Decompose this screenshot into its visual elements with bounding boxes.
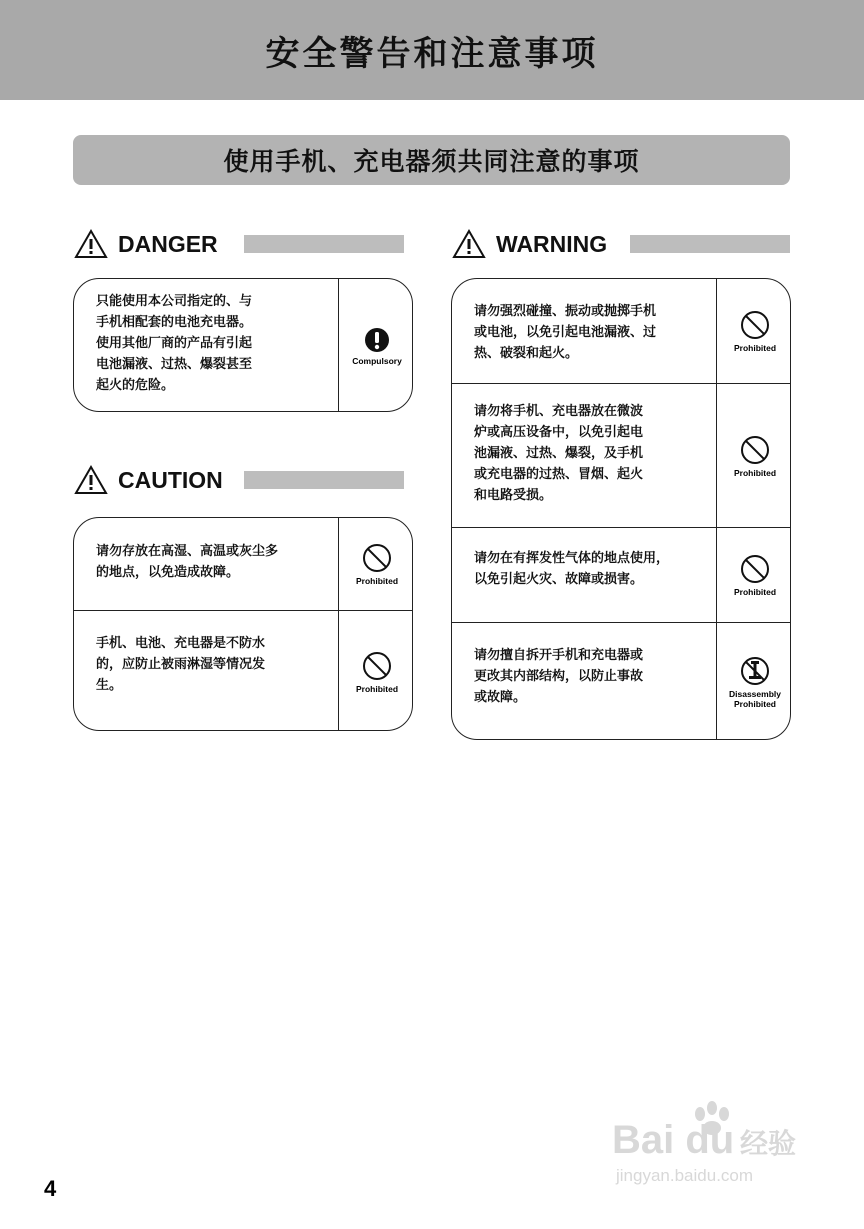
danger-card bbox=[73, 278, 413, 412]
caution-heading bbox=[74, 465, 404, 495]
caution-item-1-text: 手机、电池、充电器是不防水 的，应防止被雨淋湿等情况发 生。 bbox=[96, 636, 266, 693]
warning-item-1 bbox=[452, 383, 790, 528]
caution-item-1 bbox=[74, 610, 412, 731]
warning-triangle-icon bbox=[74, 229, 108, 259]
warning-triangle-icon bbox=[452, 229, 486, 259]
caution-item-0-icon-cell bbox=[338, 518, 413, 610]
caution-title: CAUTION bbox=[118, 466, 223, 493]
warning-item-3-icon-cell bbox=[716, 623, 791, 740]
danger-item-0-text: 只能使用本公司指定的、与 手机相配套的电池充电器。 使用其他厂商的产品有引起 电池漏液、过热、爆裂甚至 起火的危险。 bbox=[96, 294, 253, 393]
warning-item-0 bbox=[452, 279, 790, 383]
caution-title-bar bbox=[244, 471, 404, 489]
page-number: 4 bbox=[44, 1176, 57, 1201]
prohibited-label: Prohibited bbox=[355, 575, 399, 586]
danger-item-0-icon-cell bbox=[338, 279, 413, 412]
caution-item-1-icon-cell bbox=[338, 611, 413, 731]
section-banner bbox=[73, 135, 790, 185]
warning-heading bbox=[452, 229, 792, 259]
danger-item-0 bbox=[74, 279, 412, 412]
warning-item-2 bbox=[452, 527, 790, 623]
page-header bbox=[0, 0, 864, 100]
watermark bbox=[612, 1100, 822, 1200]
warning-item-1-icon-cell bbox=[716, 384, 791, 528]
caution-item-0 bbox=[74, 518, 412, 610]
watermark-brand-cn: 经验 bbox=[740, 1128, 797, 1159]
prohibited-icon bbox=[362, 651, 392, 681]
danger-heading bbox=[74, 229, 404, 259]
warning-item-1-text: 请勿将手机、充电器放在微波 炉或高压设备中，以免引起电 池漏液、过热、爆裂，及手机 或充电器的过热、冒烟、起火 和电路受损。 bbox=[474, 404, 644, 503]
prohibited-label: Prohibited bbox=[733, 467, 777, 478]
warning-item-3 bbox=[452, 622, 790, 740]
warning-item-2-text: 请勿在有挥发性气体的地点使用， 以免引起火灾、故障或损害。 bbox=[474, 551, 670, 587]
warning-triangle-icon bbox=[74, 465, 108, 495]
prohibited-label: Prohibited bbox=[733, 587, 777, 597]
page-title: 安全警告和注意事项 bbox=[265, 33, 599, 74]
disassembly-prohibited-label: Disassembly Prohibited bbox=[729, 689, 781, 709]
section-banner-title: 使用手机、充电器须共同注意的事项 bbox=[223, 147, 640, 176]
prohibited-icon bbox=[740, 435, 770, 465]
prohibited-icon bbox=[740, 554, 770, 584]
warning-item-2-icon-cell bbox=[716, 528, 791, 623]
prohibited-icon bbox=[362, 543, 392, 573]
warning-card bbox=[451, 278, 791, 740]
prohibited-label: Prohibited bbox=[733, 342, 777, 353]
watermark-url: jingyan.baidu.com bbox=[616, 1166, 754, 1185]
warning-title: WARNING bbox=[496, 230, 608, 257]
prohibited-label: Prohibited bbox=[355, 683, 399, 694]
compulsory-label: Compulsory bbox=[352, 355, 402, 366]
prohibited-icon bbox=[740, 310, 770, 340]
warning-item-0-icon-cell bbox=[716, 279, 791, 383]
watermark-brand: Bai du bbox=[612, 1118, 735, 1162]
caution-card bbox=[73, 517, 413, 731]
compulsory-icon bbox=[364, 327, 390, 353]
caution-item-0-text: 请勿存放在高湿、高温或灰尘多 的地点，以免造成故障。 bbox=[96, 544, 279, 580]
warning-title-bar bbox=[630, 235, 790, 253]
danger-title: DANGER bbox=[118, 230, 218, 257]
disassembly-prohibited-icon bbox=[740, 656, 770, 686]
warning-item-3-text: 请勿擅自拆开手机和充电器或 更改其内部结构，以防止事故 或故障。 bbox=[474, 648, 644, 705]
warning-item-0-text: 请勿强烈碰撞、振动或抛掷手机 或电池，以免引起电池漏液、过 热、破裂和起火。 bbox=[474, 304, 657, 361]
danger-title-bar bbox=[244, 235, 404, 253]
